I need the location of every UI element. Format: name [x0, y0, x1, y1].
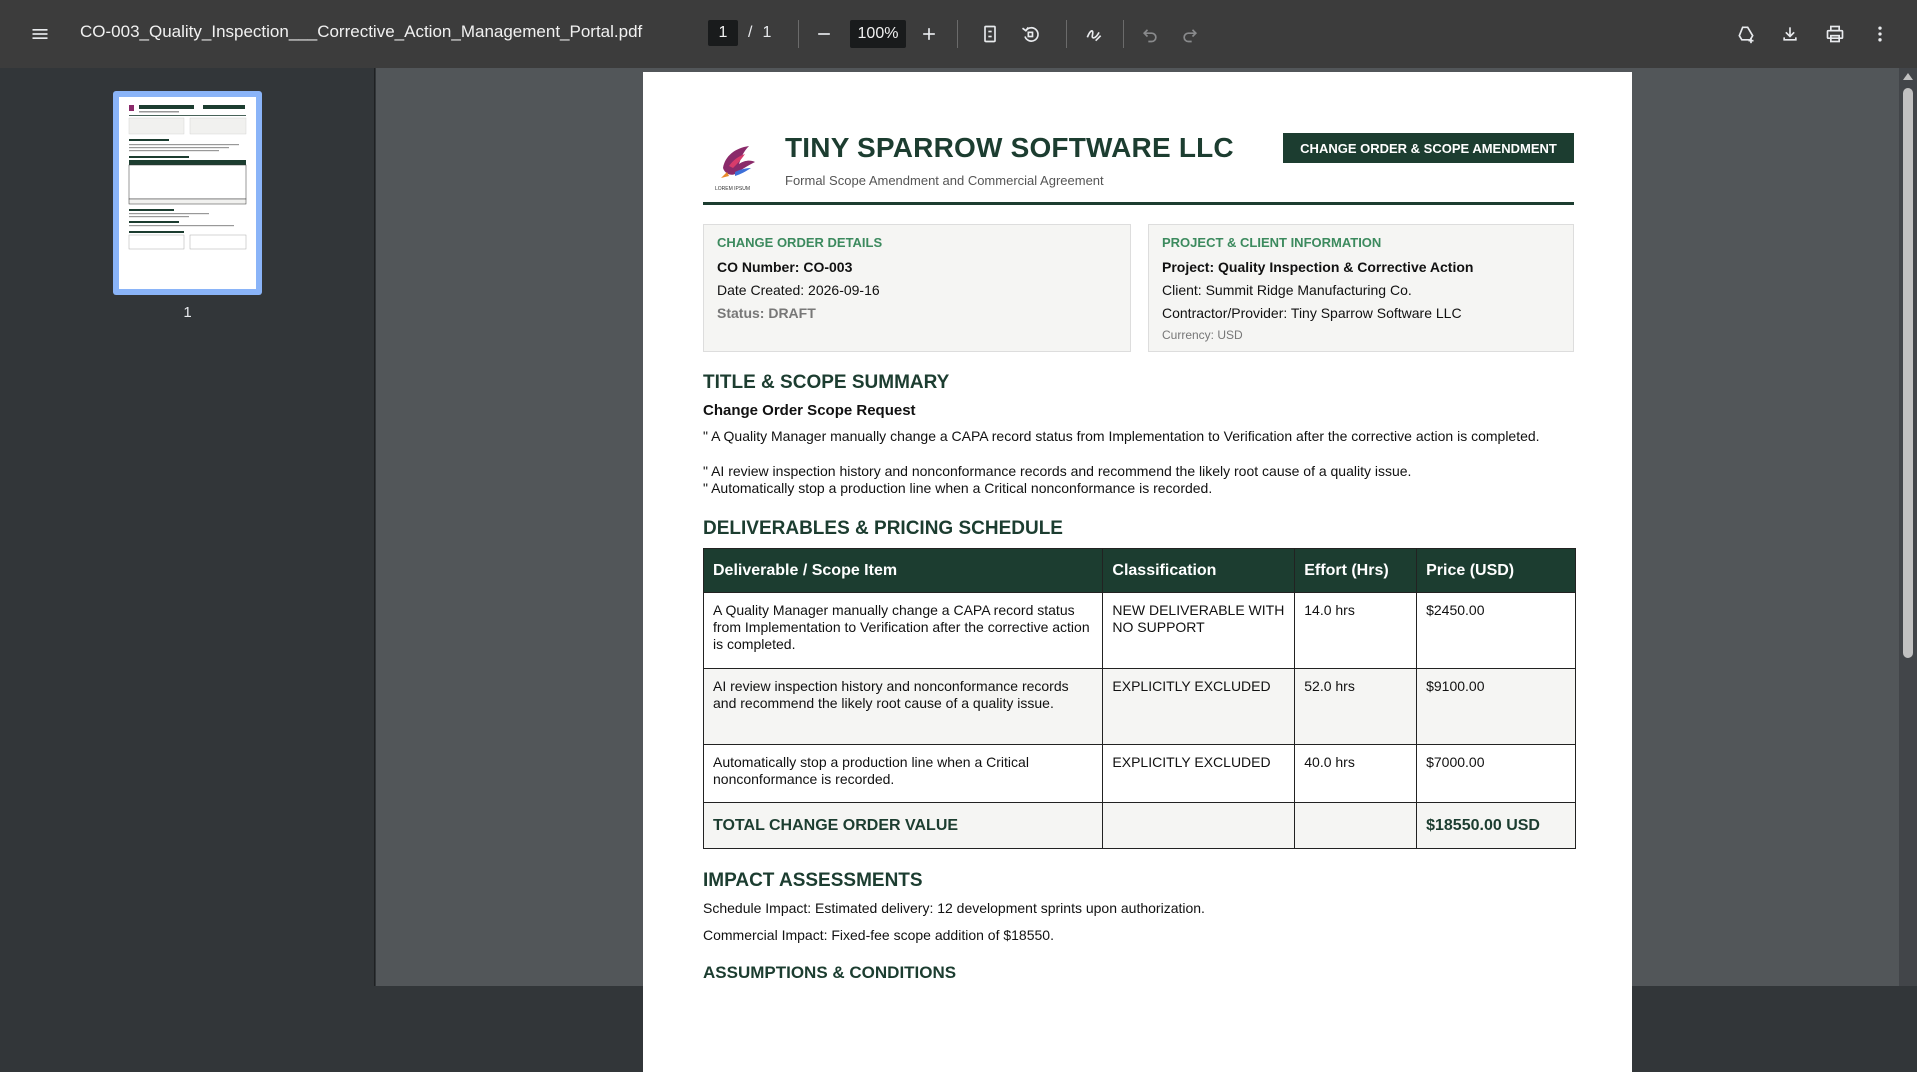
company-subtitle: Formal Scope Amendment and Commercial Agreement	[785, 173, 1104, 188]
column-header: Deliverable / Scope Item	[704, 549, 1103, 593]
total-label: TOTAL CHANGE ORDER VALUE	[704, 803, 1103, 849]
more-options-icon[interactable]	[1862, 16, 1898, 52]
table-cell: 52.0 hrs	[1295, 669, 1417, 745]
scroll-up-icon[interactable]	[1903, 73, 1913, 80]
download-icon[interactable]	[1772, 16, 1808, 52]
column-header: Classification	[1103, 549, 1295, 593]
zoom-input[interactable]	[850, 20, 906, 48]
project-heading: PROJECT & CLIENT INFORMATION	[1162, 235, 1382, 250]
table-cell: Automatically stop a production line when a Critical nonconformance is recorded.	[704, 745, 1103, 803]
total-row	[704, 803, 1576, 849]
table-cell: NEW DELIVERABLE WITH NO SUPPORT	[1103, 593, 1295, 669]
table-cell: AI review inspection history and nonconformance records and recommend the likely root cause of a quality issue.	[704, 669, 1103, 745]
company-logo-icon	[715, 138, 757, 192]
scope-bullet: " Automatically stop a production line when a Critical nonconformance is recorded.	[703, 480, 1213, 496]
table-row	[704, 745, 1576, 803]
table-cell: A Quality Manager manually change a CAPA record status from Implementation to Verification after the corrective action is completed.	[704, 593, 1103, 669]
zoom-in-icon[interactable]	[911, 16, 947, 52]
schedule-impact: Schedule Impact: Estimated delivery: 12 development sprints upon authorization.	[703, 900, 1205, 916]
draw-icon[interactable]	[1076, 16, 1112, 52]
deliverables-heading: DELIVERABLES & PRICING SCHEDULE	[703, 518, 1063, 539]
table-header-row	[704, 549, 1576, 593]
scrollbar-thumb[interactable]	[1903, 88, 1913, 658]
impact-heading: IMPACT ASSESSMENTS	[703, 870, 923, 891]
company-name: TINY SPARROW SOFTWARE LLC	[785, 132, 1234, 163]
vertical-scrollbar[interactable]	[1899, 68, 1917, 986]
thumbnail-preview-graphic	[119, 97, 256, 289]
pdf-toolbar	[0, 0, 1917, 68]
rotate-icon[interactable]	[1012, 16, 1048, 52]
table-row	[704, 593, 1576, 669]
scope-subheading: Change Order Scope Request	[703, 402, 916, 419]
table-cell: EXPLICITLY EXCLUDED	[1103, 669, 1295, 745]
page-separator: /	[748, 24, 753, 41]
table-cell: $9100.00	[1417, 669, 1576, 745]
pdf-page	[643, 72, 1632, 1072]
toolbar-divider	[1123, 20, 1124, 48]
redo-icon[interactable]	[1172, 16, 1208, 52]
table-row	[704, 669, 1576, 745]
zoom-out-icon[interactable]	[806, 16, 842, 52]
scope-bullet: " A Quality Manager manually change a CAPA record status from Implementation to Verification after the corrective action is completed.	[703, 428, 1540, 444]
deliverables-table	[703, 548, 1576, 849]
project-name: Project: Quality Inspection & Corrective Action	[1162, 259, 1474, 275]
scope-heading: TITLE & SCOPE SUMMARY	[703, 372, 950, 393]
date-created: Date Created: 2026-09-16	[717, 282, 880, 298]
co-number: CO Number: CO-003	[717, 259, 853, 275]
project-client-box	[1148, 224, 1574, 352]
toolbar-divider	[957, 20, 958, 48]
details-heading: CHANGE ORDER DETAILS	[717, 235, 883, 250]
document-type-badge: CHANGE ORDER & SCOPE AMENDMENT	[1283, 133, 1574, 163]
assumptions-heading: ASSUMPTIONS & CONDITIONS	[703, 963, 957, 982]
total-value: $18550.00 USD	[1417, 803, 1576, 849]
fit-page-icon[interactable]	[972, 16, 1008, 52]
change-order-details-box	[703, 224, 1131, 352]
page-control	[708, 20, 771, 46]
document-title: CO-003_Quality_Inspection___Corrective_Action_Management_Portal.pdf	[80, 22, 643, 41]
table-cell: 40.0 hrs	[1295, 745, 1417, 803]
undo-icon[interactable]	[1132, 16, 1168, 52]
commercial-impact: Commercial Impact: Fixed-fee scope addition of $18550.	[703, 927, 1054, 943]
client-name: Client: Summit Ridge Manufacturing Co.	[1162, 282, 1412, 298]
scope-bullet: " AI review inspection history and nonconformance records and recommend the likely root cause of a quality issue.	[703, 463, 1412, 479]
thumbnail-sidebar	[0, 68, 375, 986]
page-thumbnail[interactable]	[113, 91, 262, 295]
menu-icon[interactable]	[22, 16, 58, 52]
contractor-name: Contractor/Provider: Tiny Sparrow Software LLC	[1162, 305, 1462, 321]
status-text: Status: DRAFT	[717, 305, 816, 321]
toolbar-divider	[1066, 20, 1067, 48]
table-cell	[1103, 803, 1295, 849]
table-cell	[1295, 803, 1417, 849]
table-cell: EXPLICITLY EXCLUDED	[1103, 745, 1295, 803]
add-to-drive-icon[interactable]	[1728, 16, 1764, 52]
header-divider	[703, 202, 1574, 205]
currency: Currency: USD	[1162, 328, 1243, 342]
total-pages: 1	[762, 24, 772, 41]
table-cell: $2450.00	[1417, 593, 1576, 669]
page-number-input[interactable]	[708, 20, 738, 46]
toolbar-divider	[798, 20, 799, 48]
print-icon[interactable]	[1817, 16, 1853, 52]
column-header: Price (USD)	[1417, 549, 1576, 593]
logo-text: LOREM IPSUM	[715, 186, 751, 192]
column-header: Effort (Hrs)	[1295, 549, 1417, 593]
thumbnail-preview	[119, 97, 256, 289]
thumbnail-page-number: 1	[183, 304, 192, 321]
table-cell: 14.0 hrs	[1295, 593, 1417, 669]
table-cell: $7000.00	[1417, 745, 1576, 803]
